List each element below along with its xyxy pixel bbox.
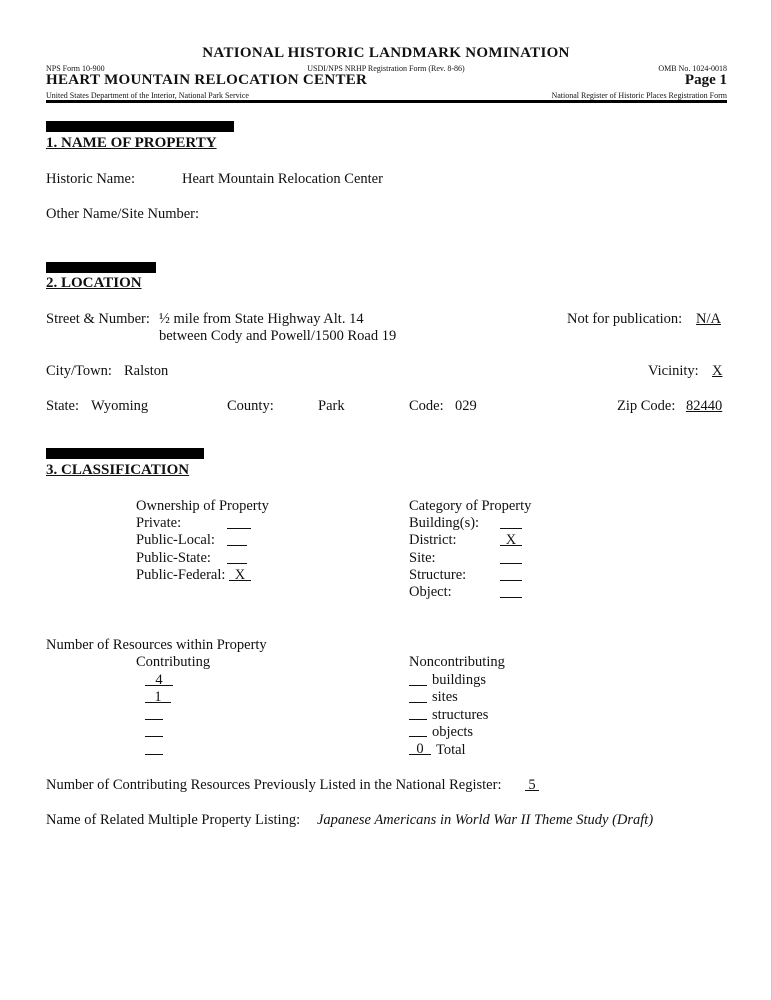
category-site-mark (500, 551, 522, 564)
section-2-bar (46, 262, 156, 273)
resource-type-buildings: buildings (432, 672, 486, 688)
city-value: Ralston (124, 363, 169, 379)
category-structure-label: Structure: (409, 567, 467, 583)
category-district-label: District: (409, 532, 457, 548)
registration-form-revision: USDI/NPS NRHP Registration Form (Rev. 8-86) (307, 64, 465, 73)
multiple-property-listing-value: Japanese Americans in World War II Theme Study (Draft) (317, 812, 654, 828)
previously-listed-label: Number of Contributing Resources Previously Listed in the National Register: (46, 777, 502, 793)
historic-name-label: Historic Name: (46, 171, 135, 187)
ownership-public-state-mark (227, 551, 247, 564)
county-value: Park (318, 398, 345, 414)
street-label: Street & Number: (46, 311, 150, 327)
contributing-objects-count (145, 724, 163, 737)
register-line: National Register of Historic Places Registration Form (551, 91, 727, 100)
contributing-heading: Contributing (136, 654, 211, 670)
city-label: City/Town: (46, 363, 112, 379)
contributing-structures-count (145, 707, 163, 720)
contributing-buildings-count: 4 (145, 673, 173, 686)
section-1-title: 1. NAME OF PROPERTY (46, 135, 217, 151)
header-rule (46, 100, 727, 103)
category-site-label: Site: (409, 550, 436, 566)
category-structure-mark (500, 568, 522, 581)
noncontributing-structures-count (409, 707, 427, 720)
section-1-bar (46, 121, 234, 132)
section-3-bar (46, 448, 204, 459)
noncontributing-sites-count (409, 690, 427, 703)
resource-type-structures: structures (432, 707, 489, 723)
not-for-publication-label: Not for publication: (567, 311, 683, 327)
page-number: Page 1 (684, 72, 727, 88)
category-object-mark (500, 585, 522, 598)
state-value: Wyoming (91, 398, 149, 414)
ownership-public-local-label: Public-Local: (136, 532, 215, 548)
multiple-property-listing-label: Name of Related Multiple Property Listing: (46, 812, 301, 828)
resource-type-objects: objects (432, 724, 474, 740)
form-number: NPS Form 10-900 (46, 64, 105, 73)
ownership-public-federal-mark: X (229, 568, 251, 581)
section-3-title: 3. CLASSIFICATION (46, 462, 190, 478)
vicinity-value: X (712, 363, 723, 379)
form-title: NATIONAL HISTORIC LANDMARK NOMINATION (202, 45, 570, 61)
category-heading: Category of Property (409, 498, 532, 514)
category-building-label: Building(s): (409, 515, 480, 531)
resource-type-total: Total (436, 742, 466, 758)
contributing-total-count (145, 742, 163, 755)
county-label: County: (227, 398, 274, 414)
department-line: United States Department of the Interior, National Park Service (46, 91, 249, 100)
previously-listed-value: 5 (525, 778, 539, 791)
ownership-public-local-mark (227, 533, 247, 546)
category-district-mark: X (500, 533, 522, 546)
noncontributing-buildings-count (409, 673, 427, 686)
ownership-public-state-label: Public-State: (136, 550, 211, 566)
street-line-1: ½ mile from State Highway Alt. 14 (159, 311, 364, 327)
historic-name-value: Heart Mountain Relocation Center (182, 171, 383, 187)
zip-code-value: 82440 (686, 398, 723, 414)
state-label: State: (46, 398, 80, 414)
resources-heading: Number of Resources within Property (46, 637, 267, 653)
ownership-heading: Ownership of Property (136, 498, 269, 514)
ownership-private-mark (227, 516, 251, 529)
noncontributing-total-count: 0 (409, 742, 431, 755)
not-for-publication-value: N/A (696, 311, 721, 327)
contributing-sites-count: 1 (145, 690, 171, 703)
vicinity-label: Vicinity: (648, 363, 699, 379)
property-name-header: HEART MOUNTAIN RELOCATION CENTER (46, 72, 368, 88)
noncontributing-objects-count (409, 724, 427, 737)
other-name-label: Other Name/Site Number: (46, 206, 200, 222)
ownership-public-federal-label: Public-Federal: (136, 567, 226, 583)
omb-number: OMB No. 1024-0018 (658, 64, 727, 73)
zip-code-label: Zip Code: (617, 398, 676, 414)
category-building-mark (500, 516, 522, 529)
category-object-label: Object: (409, 584, 452, 600)
resource-type-sites: sites (432, 689, 458, 705)
section-2-title: 2. LOCATION (46, 275, 142, 291)
code-value: 029 (455, 398, 477, 414)
noncontributing-heading: Noncontributing (409, 654, 505, 670)
street-line-2: between Cody and Powell/1500 Road 19 (159, 328, 397, 344)
ownership-private-label: Private: (136, 515, 182, 531)
code-label: Code: (409, 398, 444, 414)
